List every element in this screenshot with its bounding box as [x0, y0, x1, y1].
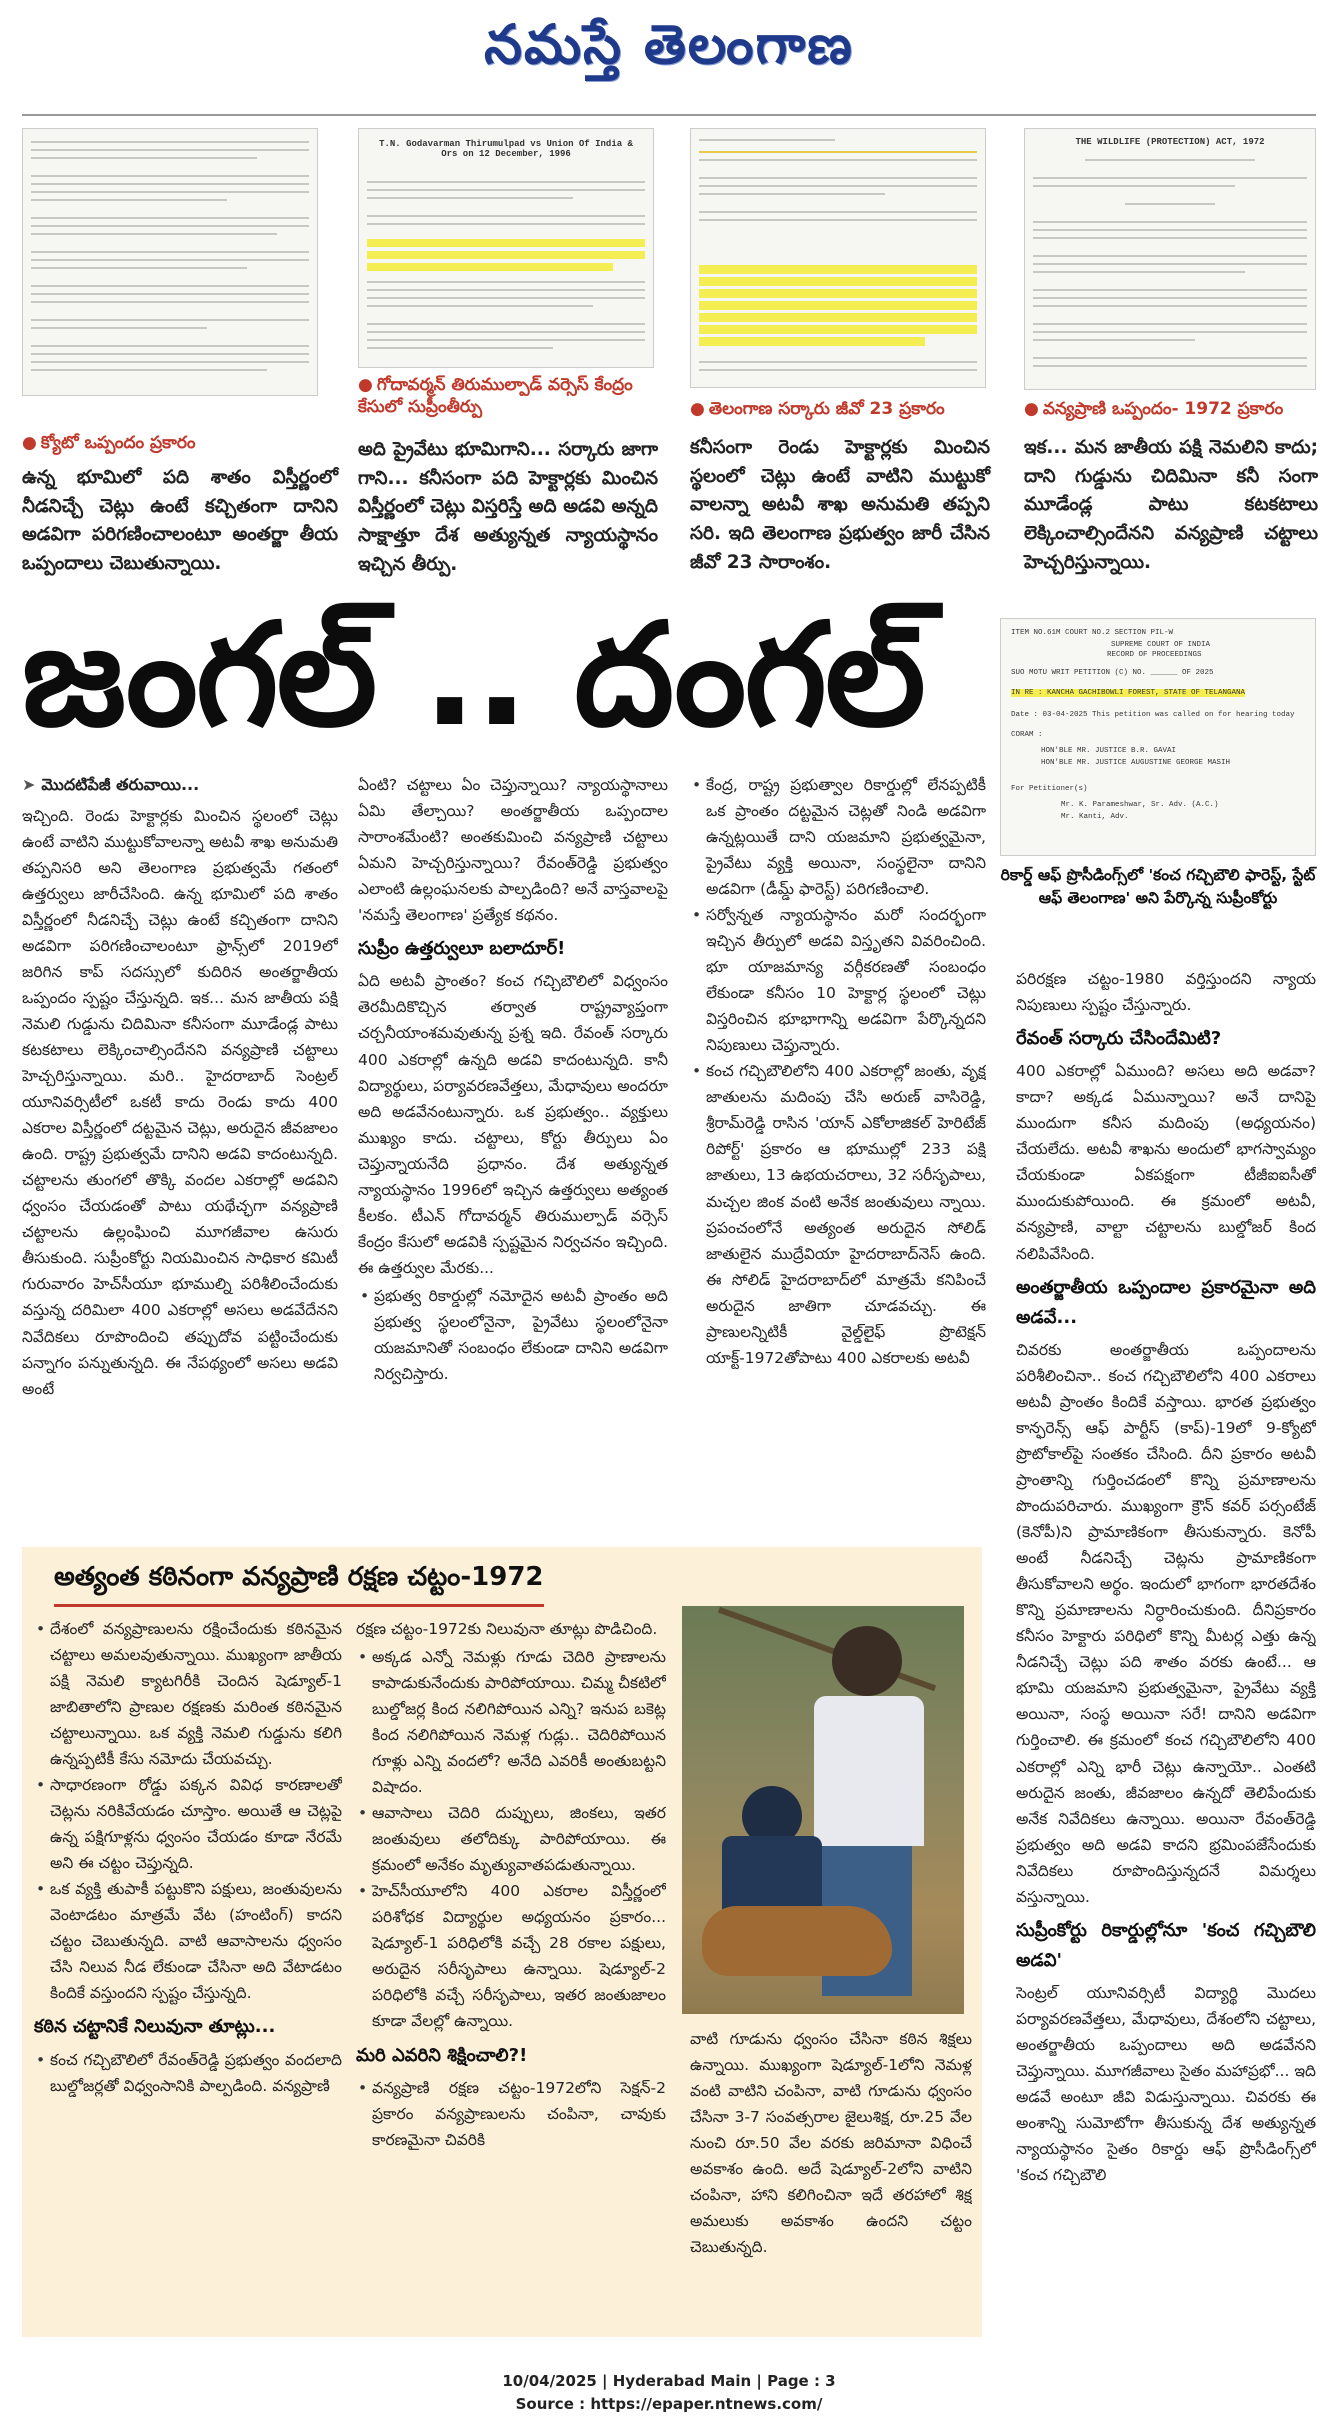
article-column-1: [22, 772, 338, 1537]
source-link[interactable]: Source : https://epaper.ntnews.com/: [515, 2394, 823, 2413]
box-column-3: [690, 2026, 972, 2331]
box-column-1: [34, 1616, 342, 2331]
court-record-caption: రికార్డ్ ఆఫ్ ప్రొసీడింగ్స్‌లో 'కంచ గచ్చిబౌలి ఫారెస్ట్, స్టేట్ ఆఫ్ తెలంగాణ' అని పేర్కొన్న సుప్రీంకోర్టు: [1000, 866, 1316, 908]
subheading: సుప్రీం ఉత్తర్వులూ బలాదూర్!: [358, 938, 566, 960]
wildlife-act-caption: ● వన్యప్రాణి ఒప్పందం- 1972 ప్రకారం: [1024, 399, 1284, 419]
go23-caption: ● తెలంగాణ సర్కారు జీవో 23 ప్రకారం: [690, 399, 945, 419]
paragraph: 400 ఎకరాల్లో ఏముంది? అసలు అది అడవా? కాదా? అక్కడ ఏమున్నాయి? అనే దానిపై ముందుగా కనీస మదింపు (అధ్యయనం) చేయలేదు. అటవీ శాఖను అందులో భాగస్వామ్యం చేయకుండా ఏకపక్షంగా టీజీఐఐసీతో ముందుకుపోయింది. ఈ క్రమంలో అటవీ, వన్యప్రాణి, వాల్టా చట్టాలను బుల్డోజర్ కింద నలిపివేసింది.: [1016, 1062, 1316, 1263]
godavarman-summary: అది ప్రైవేటు భూమిగాని... సర్కారు జాగా గాని... కనీసంగా పది హెక్టార్లకు మించిన విస్తీర్ణంలో చెట్లు విస్తరిస్తే అది అడవి అన్నది సాక్షాత్తూ దేశ అత్యున్నత న్యాయస్థానం ఇచ్చిన తీర్పు.: [358, 439, 658, 575]
kyoto-caption: ● క్యోటో ఒప్పందం ప్రకారం: [22, 433, 196, 453]
newspaper-logo: నమస్తే తెలంగాణ: [484, 12, 854, 76]
subheading: రేవంత్ సర్కారు చేసిందేమిటి?: [1016, 1028, 1222, 1050]
wildlife-act-summary: ఇక... మన జాతీయ పక్షి నెమలిని కాదు; దాని గుడ్డును చిదిమినా కనీ సంగా మూడేండ్ల పాటు కటకటాలు లెక్కించాల్సిందేనని వన్యప్రాణి చట్టాలు హెచ్చరిస్తున్నాయి.: [1024, 437, 1318, 573]
paragraph: ఇచ్చింది. రెండు హెక్టార్లకు మించిన స్థలంలో చెట్లు ఉంటే వాటిని ముట్టుకోవాలన్నా అటవీ శాఖ అనుమతి తప్పనిసరి అని తెలంగాణ ప్రభుత్వమే గతంలో ఉత్తర్వులు జారీచేసింది. ఉన్న భూమిలో పది శాతం విస్తీర్ణంలో నీడనిచ్చే చెట్లు ఉంటే కచ్చితంగా దానిని అడవిగా పరిగణించాలంటూ ఫ్రాన్స్‌లో 2019లో జరిగిన కాప్ సదస్సులో కుదిరిన అంతర్జాతీయ ఒప్పందం స్పష్టం చేస్తున్నది. ఇక... మన జాతీయ పక్షి నెమలి గుడ్డును చిదిమినా కనీసంగా మూడేండ్ల పాటు కటకటాలు లెక్కించాల్సిందేనని వన్యప్రాణి చట్టాలు హెచ్చరిస్తున్నాయి. మరి.. హైదరాబాద్ సెంట్రల్ యూనివర్సిటీలో ఒకటీ కాదు రెండు కాదు 400 ఎకరాల విస్తీర్ణంలో దట్టమైన చెట్లు, అరుదైన జీవజాలం ఉంది. రాష్ట్ర ప్రభుత్వమే దానిని అడవి కాదంటున్నది. చట్టాలను తుంగలో తొక్కి వందల ఎకరాల్లో అడవిని ధ్వంసం చేయడంతో పాటు యథేచ్ఛగా వన్యప్రాణి చట్టాలను ఉల్లంఘించి మూగజీవాల ఉసురు తీసుకుంది. సుప్రీంకోర్టు నియమించిన సాధికార కమిటీ గురువారం హెచ్‌సీయూ భూముల్ని పరిశీలించేందుకు వస్తున్న దరిమిలా 400 ఎకరాల్లో అసలు అడవేదేనని నివేదికలు రూపొందించి తప్పుదోవ పట్టించేందుకు పన్నాగం పన్నుతున్నది. ఈ నేపథ్యంలో అసలు అడవి అంటే: [22, 806, 338, 1398]
edition-info: 10/04/2025 | Hyderabad Main | Page : 3: [502, 2372, 836, 2390]
subheading: కఠిన చట్టానికే నిలువునా తూట్లు...: [34, 2016, 276, 2038]
list-item: • వన్యప్రాణి రక్షణ చట్టం-1972లోని సెక్షన్-2 ప్రకారం వన్యప్రాణులను చంపినా, చావుకు కారణమైనా చివరికి: [356, 2075, 666, 2153]
headline: జంగల్ .. దంగల్: [22, 593, 924, 758]
box-column-2: [356, 1616, 666, 2331]
paragraph: పరిరక్షణ చట్టం-1980 వర్తిస్తుందని న్యాయ నిపుణులు స్పష్టం చేస్తున్నారు.: [1016, 970, 1316, 1015]
godavarman-judgment-image: T.N. Godavarman Thirumulpad vs Union Of India & Ors on 12 December, 1996: [358, 128, 654, 368]
list-item: • ఆవాసాలు చెదిరి దుప్పులు, జింకలు, ఇతర జంతువులు తలోదిక్కు పారిపోయాయి. ఈ క్రమంలో అనేకం మృత్యువాతపడుతున్నాయి.: [356, 1800, 666, 1878]
subheading: అంతర్జాతీయ ఒప్పందాల ప్రకారమైనా అది అడవే...: [1016, 1276, 1316, 1328]
list-item: • దేశంలో వన్యప్రాణులను రక్షించేందుకు కఠినమైన చట్టాలు అమలవుతున్నాయి. ముఖ్యంగా జాతీయ పక్షి నెమలి క్యాటగిరీకి చెందిన షెడ్యూల్-1 జాబితాలోని ప్రాణుల రక్షణకు మరింత కఠినమైన చట్టాలున్నాయి. ఒక వ్యక్తి నెమలి గుడ్డును కలిగి ఉన్నప్పటికీ కేసు నమోదు చేయవచ్చు.: [34, 1616, 342, 1772]
masthead-rule: [22, 114, 1316, 116]
box-title: అత్యంత కఠినంగా వన్యప్రాణి రక్షణ చట్టం-1972: [54, 1562, 544, 1607]
kyoto-summary: ఉన్న భూమిలో పది శాతం విస్తీర్ణంలో నీడనిచ్చే చెట్లు ఉంటే కచ్చితంగా దానిని అడవిగా పరిగణించాలంటూ అంతర్జా తీయ ఒప్పందాలు చెబుతున్నాయి.: [22, 467, 338, 575]
kyoto-document-image: [22, 128, 318, 396]
godavarman-caption: ● గోదావర్మన్ తిరుముల్పాడ్ వర్సెస్ కేంద్రం కేసులో సుప్రీంతీర్పు: [358, 375, 633, 418]
paragraph: వాటి గూడును ధ్వంసం చేసినా కఠిన శిక్షలు ఉన్నాయి. ముఖ్యంగా షెడ్యూల్-1లోని నెమళ్ల వంటి వాటిని చంపినా, వాటి గూడును ధ్వంసం చేసినా 3-7 సంవత్సరాల జైలుశిక్ష, రూ.25 వేల నుంచి రూ.50 వేల వరకు జరిమానా విధించే అవకాశం ఉంది. అదే షెడ్యూల్-2లోని వాటిని చంపినా, హాని కలిగించినా ఇదే తరహాలో శిక్ష అమలుకు అవకాశం ఉందని చట్టం చెబుతున్నది.: [690, 2030, 972, 2257]
list-item: • అక్కడ ఎన్నో నెమళ్లు గూడు చెదిరి ప్రాణాలను కాపాడుకునేందుకు పారిపోయాయి. చిమ్మ చీకటిలో బుల్డోజర్ల కింద నలిగిపోయిన ఎన్ని? ఇనుప బకెట్ల కింద నలిగిపోయిన నెమళ్ల గుడ్లు.. చెదిరిపోయిన గూళ్లు ఎన్ని వందలో? అనేది ఎవరికీ అంతుబట్టని విషాదం.: [356, 1644, 666, 1800]
list-item: • ఒక వ్యక్తి తుపాకీ పట్టుకొని పక్షులు, జంతువులను వెంటాడటం మాత్రమే వేట (హంటింగ్) కాదని చట్టం చెబుతున్నది. వాటి ఆవాసాలను ధ్వంసం చేసి నిలువ నీడ లేకుండా చేసినా అది వేటాడటం కిందికే వస్తుందని స్పష్టం చేస్తున్నది.: [34, 1876, 342, 2006]
list-item: • హెచ్‌సీయూలోని 400 ఎకరాల విస్తీర్ణంలో పరిశోధక విద్యార్థుల అధ్యయనం ప్రకారం... షెడ్యూల్-1 పరిధిలోకి వచ్చే 28 రకాల పక్షులు, అరుదైన సరీసృపాలు ఉన్నాయి. షెడ్యూల్-2 పరిధిలోకి వచ్చే సరీసృపాలు, ఇతర జంతుజాలం కూడా వేలల్లో ఉన్నాయి.: [356, 1878, 666, 2034]
article-column-3: [690, 772, 986, 1537]
article-column-2: [358, 772, 668, 1537]
forest-officials-photo: [682, 1606, 964, 2014]
paragraph: ఏది అటవీ ప్రాంతం? కంచ గచ్చిబౌలిలో విధ్వంసం తెరమీదికొచ్చిన తర్వాత రాష్ట్రవ్యాప్తంగా చర్చనీయాంశమవుతున్న ప్రశ్న ఇది. రేవంత్ సర్కారు 400 ఎకరాల్లో ఉన్నది అడవి కాదంటున్నది. కానీ విద్యార్థులు, పర్యావరణవేత్తలు, మేధావులు అందరూ అది అడవేనంటున్నారు. ఒక ప్రభుత్వం.. వ్యక్తులు ముఖ్యం కాదు. చట్టాలు, కోర్టు తీర్పులు ఏం చెప్తున్నాయనేది ప్రధానం. దేశ అత్యున్నత న్యాయస్థానం 1996లో ఇచ్చిన ఉత్తర్వులు అత్యంత కీలకం. టీఎన్ గోదావర్మన్ తిరుముల్పాడ్ వర్సెస్ కేంద్రం కేసులో అడవికి స్పష్టమైన నిర్వచనం ఇచ్చింది. ఈ ఉత్తర్వుల మేరకు...: [358, 972, 668, 1277]
arrow-icon: ➤: [22, 775, 36, 794]
paragraph: సెంట్రల్ యూనివర్సిటీ విద్యార్థి మొదలు పర్యావరణవేత్తలు, మేధావులు, దేశంలోని చట్టాలు, అంతర్జాతీయ ఒప్పందాలు అది అడవేనని చెప్తున్నాయి. మూగజీవాలు సైతం మహాప్రభో... ఇది అడవే అంటూ జీవి విడుస్తున్నాయి. చివరకు ఈ అంశాన్ని సుమోటోగా తీసుకున్న దేశ అత్యున్నత న్యాయస్థానం సైతం రికార్డు ఆఫ్ ప్రొసీడింగ్స్‌లో 'కంచ గచ్చిబౌలి: [1016, 1984, 1316, 2185]
paragraph: ఏంటి? చట్టాలు ఏం చెప్తున్నాయి? న్యాయస్థానాలు ఏమి తేల్చాయి? అంతర్జాతీయ ఒప్పందాల సారాంశమేంటి? అంతకుమించి వన్యప్రాణి చట్టాలు ఏమని హెచ్చరిస్తున్నాయి? రేవంత్‌రెడ్డి ప్రభుత్వం ఎలాంటి ఉల్లంఘనలకు పాల్పడింది? అనే వాస్తవాలపై 'నమస్తే తెలంగాణ' ప్రత్యేక కథనం.: [358, 776, 668, 925]
masthead: [0, 0, 1338, 110]
footer: [0, 2370, 1338, 2415]
go23-document-image: [690, 128, 986, 388]
list-item: • కంచ గచ్చిబౌలిలో రేవంత్‌రెడ్డి ప్రభుత్వం వందలాది బుల్డోజర్లతో విధ్వంసానికి పాల్పడింది. వన్యప్రాణి: [34, 2047, 342, 2099]
list-item: • సాధారణంగా రోడ్డు పక్కన వివిధ కారణాలతో చెట్లను నరికివేయడం చూస్తాం. అయితే ఆ చెట్లపై ఉన్న పక్షిగూళ్లను ధ్వంసం చేయడం కూడా నేరమే అని ఈ చట్టం చెప్తున్నది.: [34, 1772, 342, 1876]
article-column-4: [1016, 966, 1316, 2366]
list-item: • కంచ గచ్చిబౌలిలోని 400 ఎకరాల్లో జంతు, వృక్ష జాతులను మదింపు చేసి అరుణ్ వాసిరెడ్డి, శ్రీరామ్‌రెడ్డి రాసిన 'యాన్ ఎకోలాజికల్ హెరిటేజ్ రిపోర్ట్' ప్రకారం ఆ భూముల్లో 233 పక్షి జాతులు, 13 ఉభయచరాలు, 32 సరీసృపాలు, మచ్చల జింక వంటి అనేక జంతువులు న్నాయి. ప్రపంచంలోనే అత్యంత అరుదైన సోలిడ్ జాతులైన ముద్రేవియా హైదరాబాద్‌నెస్ ఉంది. ఈ సోలిడ్ హైదరాబాద్‌లో మాత్రమే కనిపించే అరుదైన జాతిగా చూడవచ్చు. ఈ ప్రాణులన్నిటికీ వైల్డ్‌లైఫ్ ప్రొటెక్షన్ యాక్ట్-1972తోపాటు 400 ఎకరాలకు అటవీ: [690, 1058, 986, 1370]
go23-summary: కనీసంగా రెండు హెక్టార్లకు మించిన స్థలంలో చెట్లు ఉంటే వాటిని ముట్టుకో వాలన్నా అటవీ శాఖ అనుమతి తప్పని సరి. ఇది తెలంగాణ ప్రభుత్వం జారీ చేసిన జీవో 23 సారాంశం.: [690, 437, 990, 573]
paragraph: రక్షణ చట్టం-1972కు నిలువునా తూట్లు పొడిచింది.: [356, 1620, 658, 1638]
supreme-court-record-image: ITEM NO.61M COURT NO.2 SECTION PIL-W SUPREME COURT OF INDIA RECORD OF PROCEEDINGS SUO MOTU WRIT PETITION (C) NO. ______ OF 2025 IN RE : KANCHA GACHIBOWLI FOREST, STATE OF TELANGANA Date : 03-04-2025 This petition was called on for hearing today CORAM : HON'BLE MR. JUSTICE B.R. GAVAI HON'BLE MR. JUSTICE AUGUSTINE GEORGE MASIH For Petitioner(s) Mr. K. Parameshwar, Sr. Adv. (A.C.) Mr. Kanti, Adv.: [1000, 618, 1316, 856]
continuation-label: ➤ మొదటిపేజీ తరువాయి...: [22, 775, 200, 794]
list-item: • ప్రభుత్వ రికార్డుల్లో నమోదైన అటవీ ప్రాంతం అది ప్రభుత్వ స్థలంలోనైనా, ప్రైవేటు స్థలంలోనైనా యజమానితో సంబంధం లేకుండా దానిని అడవిగా నిర్వచిస్తారు.: [358, 1283, 668, 1387]
subheading: మరి ఎవరిని శిక్షించాలి?!: [356, 2044, 528, 2066]
paragraph: చివరకు అంతర్జాతీయ ఒప్పందాలను పరిశీలించినా.. కంచ గచ్చిబౌలిలోని 400 ఎకరాలు అటవీ ప్రాంతం కిందికే వస్తాయి. భారత ప్రభుత్వం కాన్ఫరెన్స్ ఆఫ్ పార్టీస్ (కాప్)-19లో 9-క్యోటో ప్రొటోకాల్‌పై సంతకం చేసింది. దీని ప్రకారం అటవీ ప్రాంతాన్ని గుర్తించడంలో కొన్ని ప్రమాణాలను పొందుపరిచారు. ముఖ్యంగా క్రౌన్ కవర్ పర్సంటేజ్ (కెనోపీ)ని ప్రామాణికంగా తీసుకున్నారు. కెనోపీ అంటే నీడనిచ్చే చెట్లను ప్రామాణికంగా తీసుకోవాలని అర్థం. ఇందులో భాగంగా భారతదేశం కొన్ని ప్రమాణాలను నిర్ధారించుకుంది. దీనిప్రకారం కనీసం హెక్టారు పరిధిలో కొన్ని మీటర్ల ఎత్తు ఉన్న నీడనిచ్చే చెట్లు పది శాతం వరకు ఉంటే... ఆ భూమి యజమాని ప్రభుత్వమైనా, ప్రైవేటు వ్యక్తి అయినా, సంస్థ అయినా సరే! దానిని అడవిగా గుర్తించాలి. ఈ క్రమంలో కంచ గచ్చిబౌలిలోని 400 ఎకరాల్లో ఎన్ని భారీ చెట్లు ఉన్నాయో.. ఎంతటి అరుదైన జంతు, జీవజాలం ఉన్నదో తెలిపేందుకు అనేక నివేదికలు ఉన్నాయి. అయినా రేవంత్‌రెడ్డి ప్రభుత్వం అది అడవి కాదని భ్రమింపజేసేందుకు నివేదికలు రూపొందిస్తున్నదనే విమర్శలు వస్తున్నాయి.: [1016, 1341, 1316, 1906]
list-item: • సర్వోన్నత న్యాయస్థానం మరో సందర్భంగా ఇచ్చిన తీర్పులో అడవి విస్తృతని వివరించింది. భూ యాజమాన్య వర్గీకరణతో సంబంధం లేకుండా కనీసం 10 హెక్టార్ల స్థలంలో చెట్లు విస్తరించిన భూభాగాన్ని అడవిగా పేర్కొన్నదని నిపుణులు చెప్తున్నారు.: [690, 902, 986, 1058]
list-item: • కేంద్ర, రాష్ట్ర ప్రభుత్వాల రికార్డుల్లో లేనప్పటికీ ఒక ప్రాంతం దట్టమైన చెట్లతో నిండి అడవిగా ఉన్నట్లయితే దాని యజమాని ప్రభుత్వమైనా, ప్రైవేటు వ్యక్తి అయినా, సంస్థలైనా దానిని అడవిగా (డీమ్డ్ ఫారెస్ట్) పరిగణించాలి.: [690, 772, 986, 902]
subheading: సుప్రీంకోర్టు రికార్డుల్లోనూ 'కంచ గచ్చిబౌలి అడవి': [1016, 1919, 1316, 1971]
wildlife-act-image: THE WILDLIFE (PROTECTION) ACT, 1972: [1024, 128, 1316, 390]
